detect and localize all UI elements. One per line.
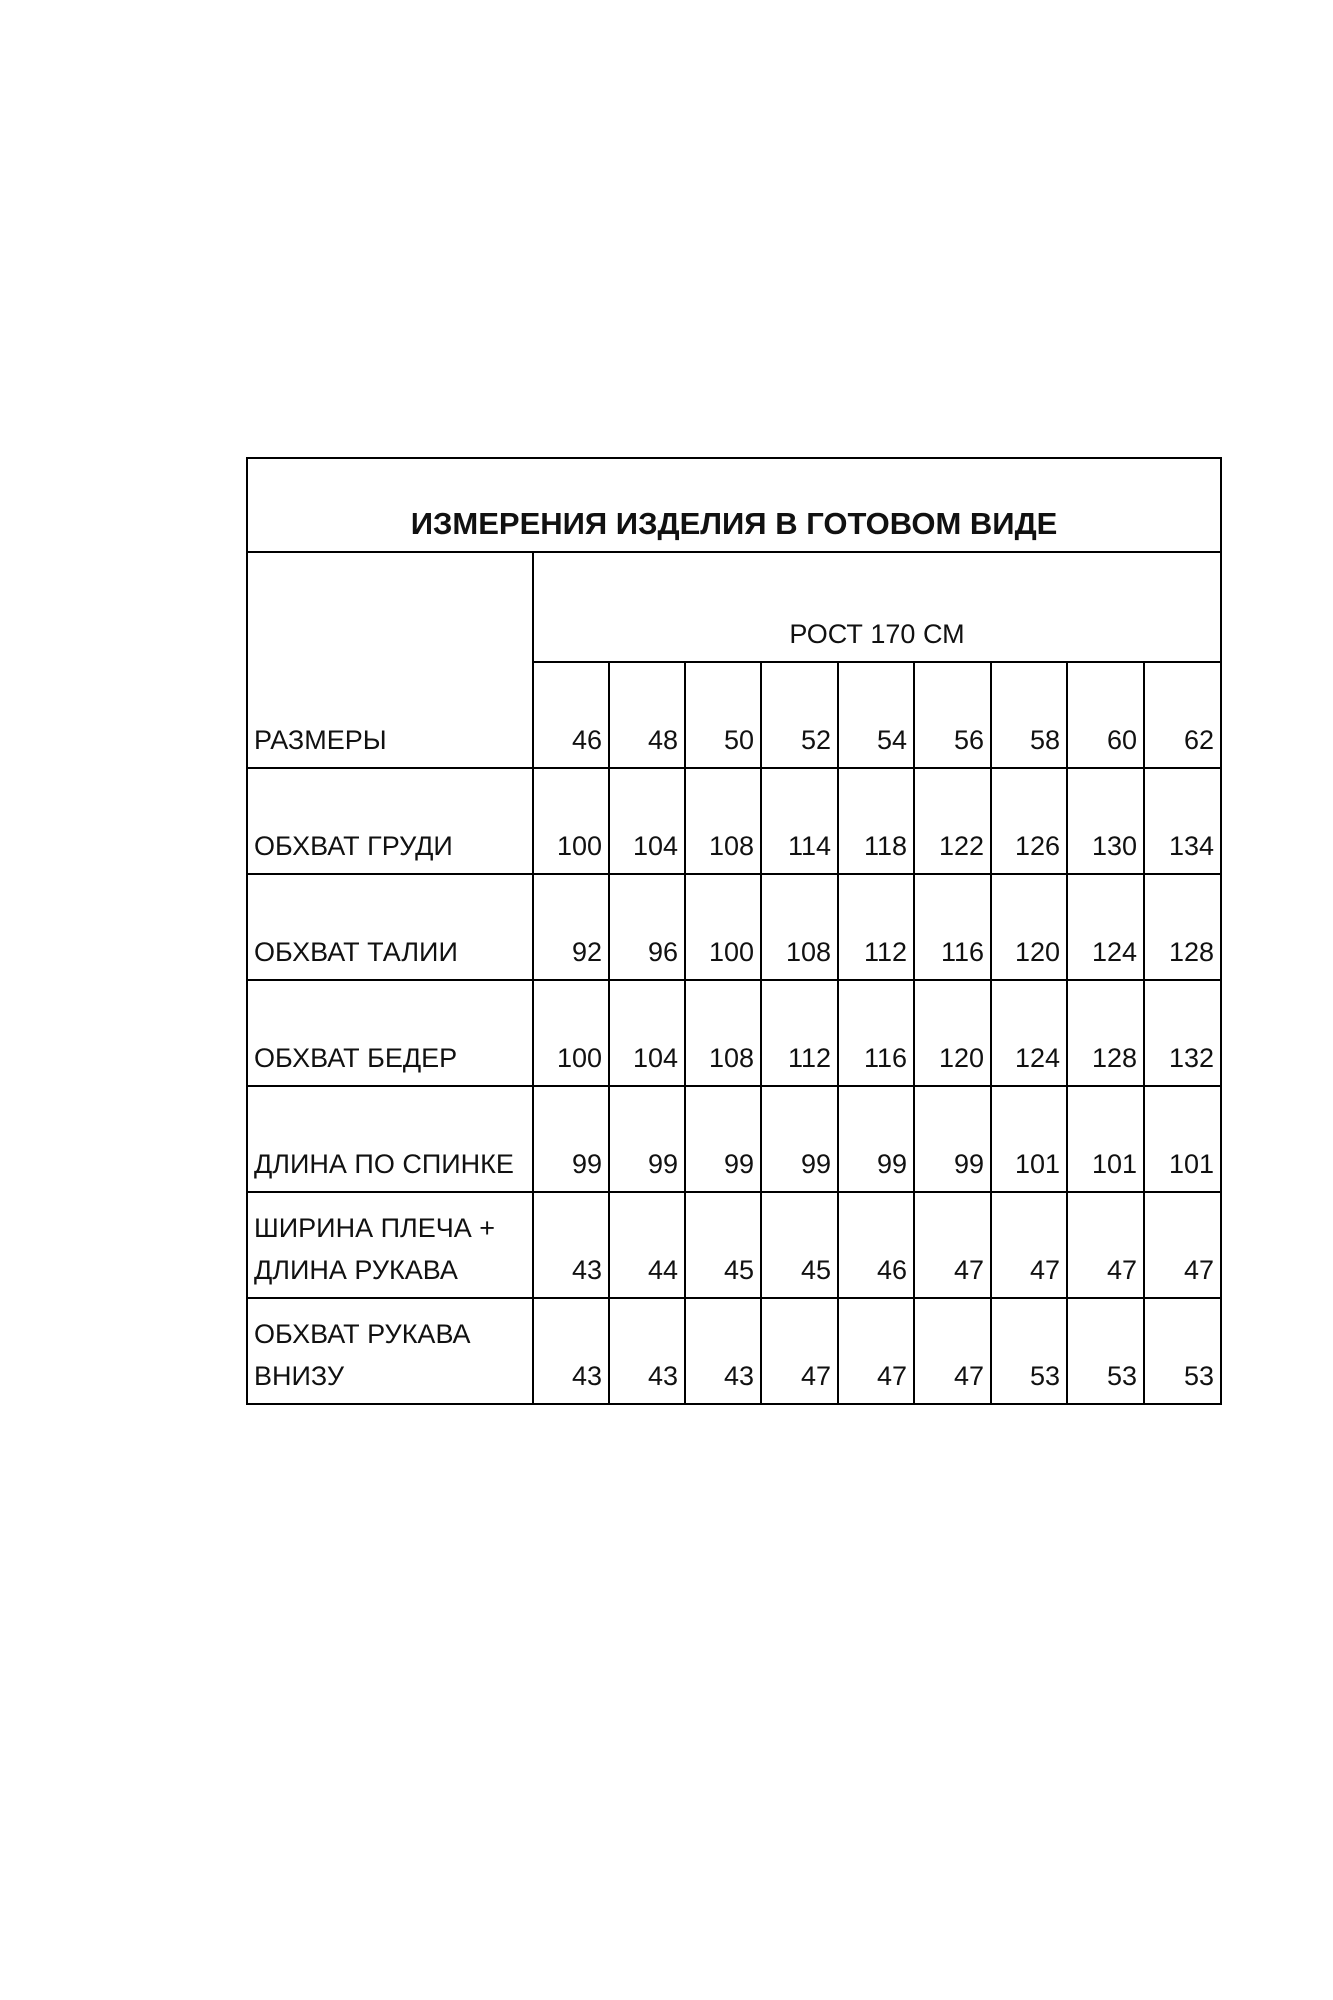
- size-cell: 60: [1067, 662, 1144, 768]
- value-cell: 47: [1067, 1192, 1144, 1298]
- value-cell: 53: [1067, 1298, 1144, 1404]
- row-label: ОБХВАТ БЕДЕР: [247, 980, 533, 1086]
- value-cell: 43: [609, 1298, 685, 1404]
- value-cell: 118: [838, 768, 914, 874]
- row-label-line: ДЛИНА РУКАВА: [254, 1255, 458, 1285]
- value-cell: 43: [533, 1192, 609, 1298]
- value-cell: 45: [761, 1192, 838, 1298]
- value-cell: 43: [685, 1298, 761, 1404]
- value-cell: 47: [991, 1192, 1067, 1298]
- height-row: [247, 552, 1221, 662]
- value-cell: 53: [991, 1298, 1067, 1404]
- title-row: [247, 458, 1221, 552]
- value-cell: 47: [761, 1298, 838, 1404]
- size-cell: 46: [533, 662, 609, 768]
- value-cell: 100: [533, 980, 609, 1086]
- value-cell: 96: [609, 874, 685, 980]
- table-row: [247, 874, 1221, 980]
- row-label: [247, 1298, 533, 1404]
- size-cell: 56: [914, 662, 991, 768]
- row-label: [247, 1192, 533, 1298]
- value-cell: 112: [761, 980, 838, 1086]
- value-cell: 114: [761, 768, 838, 874]
- value-cell: 120: [991, 874, 1067, 980]
- table-row: [247, 980, 1221, 1086]
- size-cell: 54: [838, 662, 914, 768]
- value-cell: 99: [685, 1086, 761, 1192]
- row-label-line: ОБХВАТ РУКАВА: [254, 1319, 471, 1349]
- table-row: [247, 768, 1221, 874]
- value-cell: 124: [1067, 874, 1144, 980]
- value-cell: 120: [914, 980, 991, 1086]
- value-cell: 100: [685, 874, 761, 980]
- size-cell: 50: [685, 662, 761, 768]
- value-cell: 101: [1144, 1086, 1221, 1192]
- value-cell: 47: [1144, 1192, 1221, 1298]
- value-cell: 124: [991, 980, 1067, 1086]
- height-label: РОСТ 170 СМ: [533, 552, 1221, 662]
- value-cell: 130: [1067, 768, 1144, 874]
- value-cell: 43: [533, 1298, 609, 1404]
- value-cell: 116: [914, 874, 991, 980]
- value-cell: 100: [533, 768, 609, 874]
- value-cell: 47: [838, 1298, 914, 1404]
- value-cell: 92: [533, 874, 609, 980]
- value-cell: 47: [914, 1192, 991, 1298]
- size-cell: 48: [609, 662, 685, 768]
- value-cell: 128: [1067, 980, 1144, 1086]
- value-cell: 108: [761, 874, 838, 980]
- row-label: ДЛИНА ПО СПИНКЕ: [247, 1086, 533, 1192]
- table-title: ИЗМЕРЕНИЯ ИЗДЕЛИЯ В ГОТОВОМ ВИДЕ: [247, 458, 1221, 552]
- value-cell: 122: [914, 768, 991, 874]
- value-cell: 104: [609, 980, 685, 1086]
- value-cell: 99: [838, 1086, 914, 1192]
- value-cell: 99: [761, 1086, 838, 1192]
- value-cell: 104: [609, 768, 685, 874]
- value-cell: 108: [685, 768, 761, 874]
- value-cell: 101: [1067, 1086, 1144, 1192]
- size-cell: 62: [1144, 662, 1221, 768]
- table-row: [247, 1298, 1221, 1404]
- row-label: ОБХВАТ ГРУДИ: [247, 768, 533, 874]
- sizes-label: РАЗМЕРЫ: [247, 552, 533, 768]
- size-chart-table: [246, 457, 1222, 1405]
- table-row: [247, 1192, 1221, 1298]
- value-cell: 99: [533, 1086, 609, 1192]
- row-label-line: ШИРИНА ПЛЕЧА +: [254, 1213, 495, 1243]
- value-cell: 99: [609, 1086, 685, 1192]
- value-cell: 116: [838, 980, 914, 1086]
- row-label: ОБХВАТ ТАЛИИ: [247, 874, 533, 980]
- value-cell: 99: [914, 1086, 991, 1192]
- value-cell: 134: [1144, 768, 1221, 874]
- row-label-line: ВНИЗУ: [254, 1361, 345, 1391]
- value-cell: 126: [991, 768, 1067, 874]
- table-row: [247, 1086, 1221, 1192]
- value-cell: 112: [838, 874, 914, 980]
- value-cell: 53: [1144, 1298, 1221, 1404]
- value-cell: 47: [914, 1298, 991, 1404]
- value-cell: 45: [685, 1192, 761, 1298]
- value-cell: 46: [838, 1192, 914, 1298]
- size-cell: 58: [991, 662, 1067, 768]
- size-cell: 52: [761, 662, 838, 768]
- value-cell: 108: [685, 980, 761, 1086]
- value-cell: 101: [991, 1086, 1067, 1192]
- value-cell: 44: [609, 1192, 685, 1298]
- value-cell: 128: [1144, 874, 1221, 980]
- value-cell: 132: [1144, 980, 1221, 1086]
